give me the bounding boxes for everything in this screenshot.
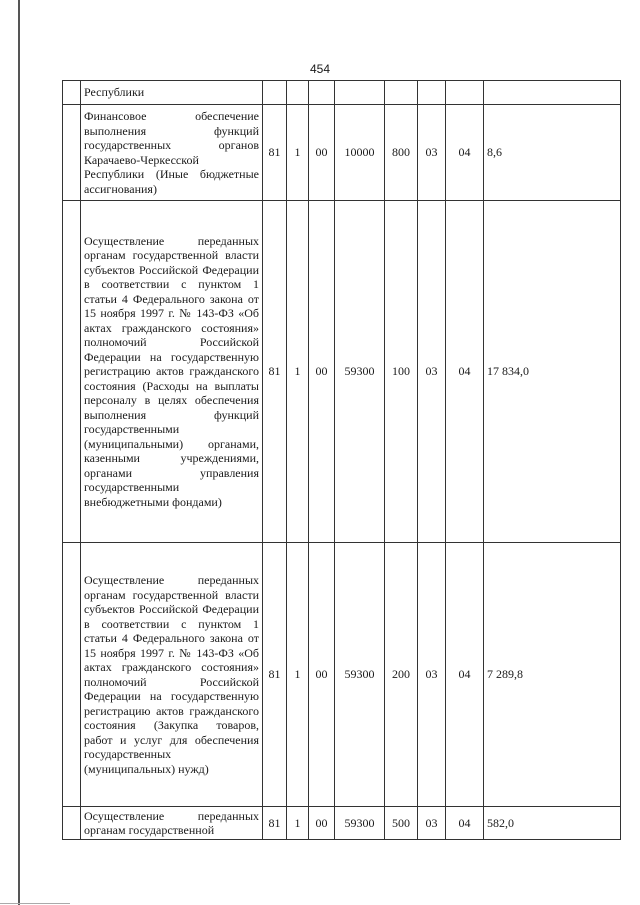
cell-direction: [335, 81, 385, 105]
cell-program: [287, 81, 309, 105]
cell-direction: 59300: [335, 201, 385, 543]
cell-expense-type: 800: [385, 105, 418, 201]
cell-section: [418, 81, 446, 105]
row-description: Финансовое обеспечение выполнения функций государственных органов Карачаево-Черкесской Республики (Иные бюджетные ассигнования): [81, 105, 263, 201]
empty-cell: [63, 105, 81, 201]
cell-amount: [484, 81, 621, 105]
cell-expense-type: [385, 81, 418, 105]
cell-expense-type: 200: [385, 543, 418, 807]
cell-subsection: [446, 81, 484, 105]
cell-ministry: [263, 81, 287, 105]
cell-ministry: 81: [263, 807, 287, 840]
table-row: [63, 201, 621, 543]
cell-subprogram: 00: [309, 201, 335, 543]
row-description: Осуществление переданных органам государственной власти субъектов Российской Федерации в соответствии с пунктом 1 статьи 4 Федерального закона от 15 ноября 1997 г. № 143-ФЗ «Об актах гражданского состояния» полномочий Российской Федерации на государственную регистрацию актов гражданского состояния (Закупка товаров, работ и услуг для обеспечения государственных (муниципальных) нужд): [81, 543, 263, 807]
empty-cell: [63, 201, 81, 543]
row-description: Осуществление переданных органам государственной власти субъектов Российской Федерации в соответствии с пунктом 1 статьи 4 Федерального закона от 15 ноября 1997 г. № 143-ФЗ «Об актах гражданского состояния» полномочий Российской Федерации на государственную регистрацию актов гражданского состояния (Расходы на выплаты персоналу в целях обеспечения выполнения функций государственными (муниципальными) органами, казенными учреждениями, органами управления государственными внебюджетными фондами): [81, 201, 263, 543]
table-row: [63, 81, 621, 105]
left-margin-rule: [18, 0, 20, 905]
table-row: [63, 543, 621, 807]
cell-program: 1: [287, 201, 309, 543]
cell-direction: 59300: [335, 807, 385, 840]
cell-section: 03: [418, 543, 446, 807]
cell-subsection: 04: [446, 201, 484, 543]
cell-subsection: 04: [446, 543, 484, 807]
row-description: Осуществление переданных органам государственной: [81, 807, 263, 840]
bottom-margin-rule: [0, 903, 70, 904]
cell-direction: 59300: [335, 543, 385, 807]
cell-program: 1: [287, 807, 309, 840]
page-number: 454: [309, 62, 331, 76]
cell-amount: 7 289,8: [484, 543, 621, 807]
cell-expense-type: 500: [385, 807, 418, 840]
cell-subprogram: 00: [309, 543, 335, 807]
cell-direction: 10000: [335, 105, 385, 201]
budget-table: [62, 80, 621, 840]
cell-section: 03: [418, 105, 446, 201]
table-row: [63, 807, 621, 840]
cell-amount: 582,0: [484, 807, 621, 840]
cell-ministry: 81: [263, 105, 287, 201]
cell-ministry: 81: [263, 543, 287, 807]
cell-section: 03: [418, 201, 446, 543]
cell-subsection: 04: [446, 105, 484, 201]
cell-program: 1: [287, 543, 309, 807]
cell-subprogram: 00: [309, 807, 335, 840]
cell-subprogram: [309, 81, 335, 105]
empty-cell: [63, 807, 81, 840]
empty-cell: [63, 81, 81, 105]
empty-cell: [63, 543, 81, 807]
table-row: [63, 105, 621, 201]
cell-subsection: 04: [446, 807, 484, 840]
cell-amount: 8,6: [484, 105, 621, 201]
cell-subprogram: 00: [309, 105, 335, 201]
row-description: Республики: [81, 81, 263, 105]
cell-program: 1: [287, 105, 309, 201]
cell-expense-type: 100: [385, 201, 418, 543]
cell-section: 03: [418, 807, 446, 840]
cell-ministry: 81: [263, 201, 287, 543]
cell-amount: 17 834,0: [484, 201, 621, 543]
